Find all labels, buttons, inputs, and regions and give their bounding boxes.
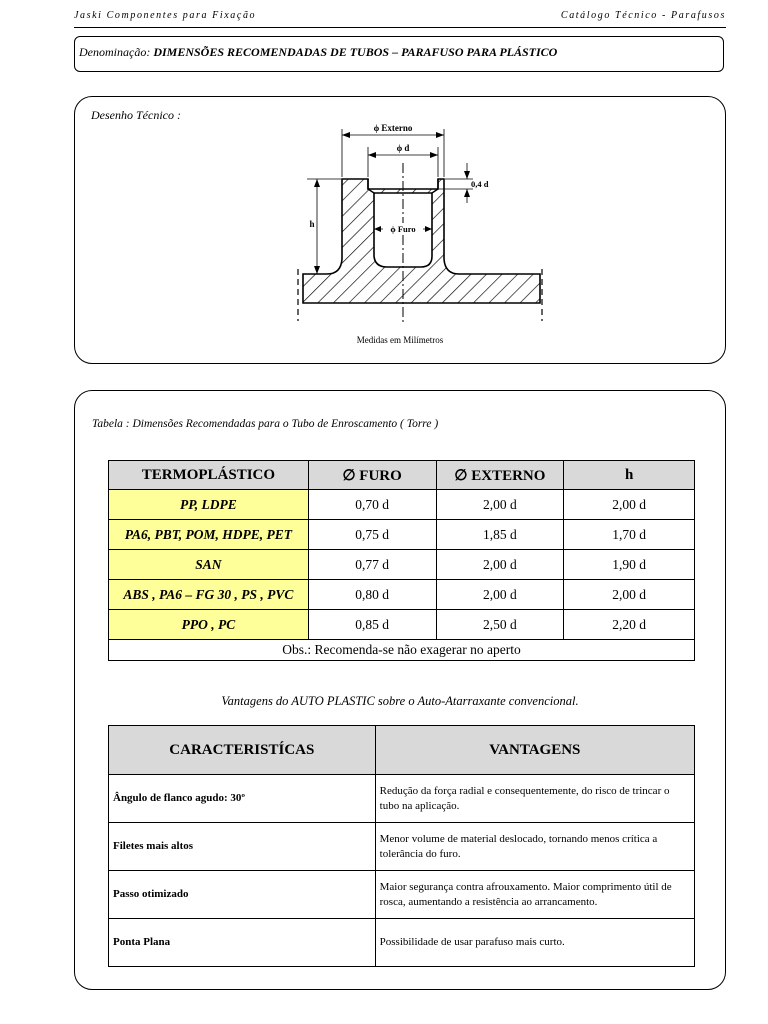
technical-drawing bbox=[295, 123, 545, 327]
characteristic-cell: Ângulo de flanco agudo: 30º bbox=[109, 775, 376, 823]
dim-externo-label: ϕ Externo bbox=[373, 123, 413, 133]
table-cell: 0,70 d bbox=[308, 490, 436, 520]
table-note: Obs.: Recomenda-se não exagerar no aperto bbox=[109, 640, 695, 661]
table-row bbox=[109, 823, 695, 871]
advantage-cell: Maior segurança contra afrouxamento. Maior comprimento útil de rosca, aumentando a resistência ao arrancamento. bbox=[375, 871, 694, 919]
material-cell: PP, LDPE bbox=[109, 490, 309, 520]
header-company: Jaski Componentes para Fixação bbox=[74, 10, 257, 21]
header-divider bbox=[74, 27, 726, 28]
denomination-box bbox=[74, 36, 724, 72]
column-header: ∅ FURO bbox=[308, 461, 436, 490]
dim-furo-label: ϕ Furo bbox=[390, 224, 416, 234]
table-cell: 0,80 d bbox=[308, 580, 436, 610]
table-row bbox=[109, 550, 695, 580]
table-note-row bbox=[109, 640, 695, 661]
table1-caption: Tabela : Dimensões Recomendadas para o Tubo de Enroscamento ( Torre ) bbox=[92, 418, 439, 430]
material-cell: PA6, PBT, POM, HDPE, PET bbox=[109, 520, 309, 550]
table2-caption: Vantagens do AUTO PLASTIC sobre o Auto-Atarraxante convencional. bbox=[221, 694, 579, 708]
column-header: h bbox=[564, 461, 695, 490]
table-cell: 0,75 d bbox=[308, 520, 436, 550]
table-row bbox=[109, 490, 695, 520]
advantage-cell: Possibilidade de usar parafuso mais curto. bbox=[375, 919, 694, 967]
table-header-row bbox=[109, 461, 695, 490]
table-cell: 2,00 d bbox=[436, 490, 564, 520]
table-cell: 2,50 d bbox=[436, 610, 564, 640]
material-cell: SAN bbox=[109, 550, 309, 580]
table-row bbox=[109, 871, 695, 919]
dim-04d-label: 0,4 d bbox=[471, 179, 489, 189]
table-row bbox=[109, 520, 695, 550]
material-cell: ABS , PA6 – FG 30 , PS , PVC bbox=[109, 580, 309, 610]
table-cell: 1,85 d bbox=[436, 520, 564, 550]
measures-note: Medidas em Milímetros bbox=[356, 335, 444, 345]
column-header: TERMOPLÁSTICO bbox=[109, 461, 309, 490]
drawing-panel bbox=[74, 96, 726, 364]
table-cell: 1,90 d bbox=[564, 550, 695, 580]
table-cell: 2,20 d bbox=[564, 610, 695, 640]
table-row bbox=[109, 610, 695, 640]
table-cell: 0,85 d bbox=[308, 610, 436, 640]
header-catalog: Catálogo Técnico - Parafusos bbox=[560, 10, 726, 21]
table-row bbox=[109, 580, 695, 610]
characteristic-cell: Ponta Plana bbox=[109, 919, 376, 967]
denomination-label: Denominação: bbox=[79, 45, 151, 59]
column-header: VANTAGENS bbox=[375, 726, 694, 775]
table-cell: 2,00 d bbox=[436, 550, 564, 580]
advantages-table bbox=[108, 725, 695, 967]
dim-h-label: h bbox=[309, 219, 315, 229]
advantage-cell: Menor volume de material deslocado, tornando menos crítica a tolerância do furo. bbox=[375, 823, 694, 871]
column-header: ∅ EXTERNO bbox=[436, 461, 564, 490]
part-section bbox=[303, 179, 540, 303]
table-cell: 1,70 d bbox=[564, 520, 695, 550]
drawing-label: Desenho Técnico : bbox=[91, 108, 181, 122]
dim-d-label: ϕ d bbox=[396, 143, 410, 153]
table-row bbox=[109, 919, 695, 967]
table-row bbox=[109, 775, 695, 823]
tables-panel bbox=[74, 390, 726, 990]
table-cell: 2,00 d bbox=[436, 580, 564, 610]
dimensions-table bbox=[108, 460, 695, 661]
characteristic-cell: Passo otimizado bbox=[109, 871, 376, 919]
table-cell: 2,00 d bbox=[564, 490, 695, 520]
table-header-row bbox=[109, 726, 695, 775]
characteristic-cell: Filetes mais altos bbox=[109, 823, 376, 871]
material-cell: PPO , PC bbox=[109, 610, 309, 640]
advantage-cell: Redução da força radial e consequentemente, do risco de trincar o tubo na aplicação. bbox=[375, 775, 694, 823]
denomination-value: DIMENSÕES RECOMENDADAS DE TUBOS – PARAFUSO PARA PLÁSTICO bbox=[153, 45, 558, 59]
column-header: CARACTERISTÍCAS bbox=[109, 726, 376, 775]
table-cell: 2,00 d bbox=[564, 580, 695, 610]
table-cell: 0,77 d bbox=[308, 550, 436, 580]
